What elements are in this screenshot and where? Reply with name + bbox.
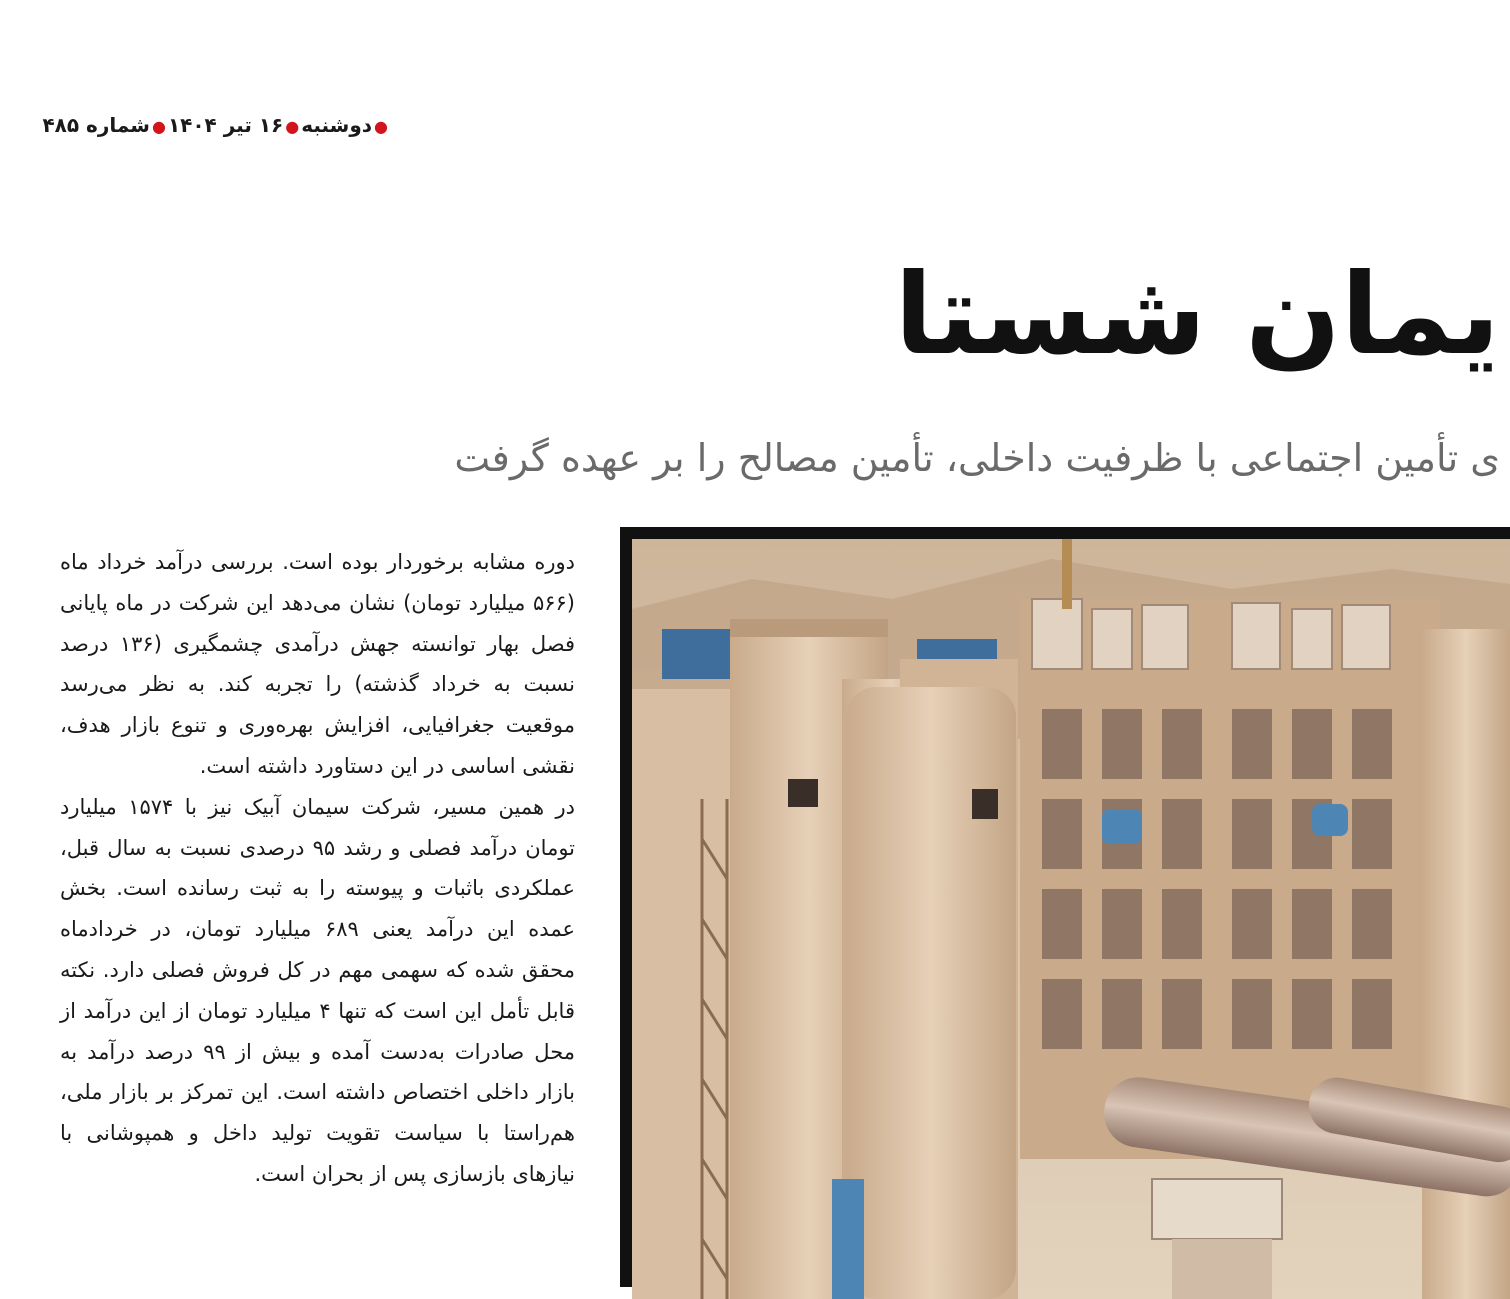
- bullet-dot-icon: ●: [285, 117, 300, 136]
- headline: یمان شستا: [894, 250, 1500, 380]
- date: ۱۶ تیر ۱۴۰۴: [167, 113, 284, 137]
- paragraph-2: در همین مسیر، شرکت سیمان آبیک نیز با ۱۵۷۴ میلیارد تومان درآمد فصلی و رشد ۹۵ درصدی نسبت به سال قبل، عملکردی باثبات و پیوسته را به ثبت رسانده است. بخش عمده این درآمد یعنی ۶۸۹ میلیارد تومان، در خردادماه محقق شده که سهمی مهم در کل فروش فصلی دارد. نکته قابل تأمل این است که تنها ۴ میلیارد تومان از این درآمد از محل صادرات به‌دست آمده و بیش از ۹۹ درصد درآمد به بازار داخلی اختصاص داشته است. این تمرکز بر بازار ملی، هم‌راستا با سیاست تقویت تولید داخل و همپوشانی با نیازهای بازسازی پس از بحران است.: [60, 794, 576, 1186]
- subheadline: ی تأمین اجتماعی با ظرفیت داخلی، تأمین مصالح را بر عهده گرفت: [454, 436, 1500, 480]
- weekday: دوشنبه: [301, 113, 373, 137]
- bullet-dot-icon: ●: [374, 117, 388, 136]
- dateline: [42, 108, 390, 142]
- paragraph-1: دوره مشابه برخوردار بوده است. بررسی درآمد خرداد ماه (۵۶۶ میلیارد تومان) نشان می‌دهد این شرکت در ماه پایانی فصل بهار توانسته جهش درآمدی چشمگیری (۱۳۶ درصد نسبت به خرداد گذشته) را تجربه کند. به نظر می‌رسد موقعیت جغرافیایی، افزایش بهره‌وری و تنوع بازار هدف، نقشی اساسی در این دستاورد داشته است.: [60, 550, 575, 778]
- bullet-dot-icon: ●: [151, 117, 166, 136]
- issue-number: شماره ۴۸۵: [42, 113, 150, 137]
- article-photo: [620, 527, 1510, 1287]
- cement-plant-photo: [632, 539, 1510, 1299]
- article-body: [60, 542, 575, 1272]
